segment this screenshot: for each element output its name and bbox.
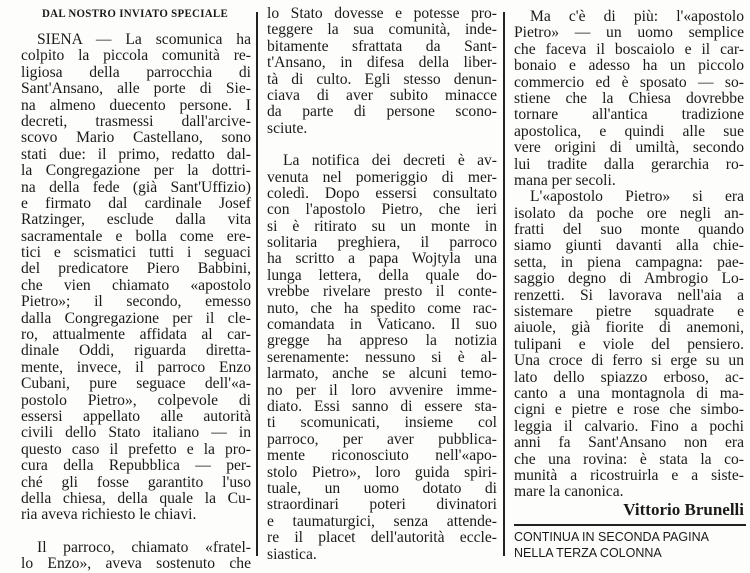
- text-line: tulipani e viole del pensiero.: [514, 336, 744, 353]
- text-line: ha scritto a papa Wojtyla una: [267, 251, 497, 268]
- text-line: Ma c'è di più: l'«apostolo: [530, 9, 744, 25]
- text-line: fratti del suo monte quando: [514, 222, 744, 239]
- text-line: ligiosa della parrocchia di: [21, 64, 251, 81]
- text-line: renzetti. Si lavorava nell'aia a: [514, 287, 744, 304]
- text-line: na almeno duecento persone. I: [21, 97, 251, 114]
- text-line: no per il loro avvenire imme-: [267, 382, 497, 399]
- text-line: commercio ed è sposato — so-: [514, 74, 744, 91]
- text-line: Sant'Ansano, alle porte di Sie-: [21, 81, 251, 98]
- text-line: re il placet dell'autorità eccle-: [267, 530, 497, 547]
- text-line: Una croce di ferro si erge su un: [514, 353, 744, 370]
- text-line: mente riconosciuto nell'«apo-: [267, 448, 497, 465]
- text-line: leggia il calvario. Fino a pochi: [514, 418, 744, 435]
- continuation-line: NELLA TERZA COLONNA: [514, 546, 662, 560]
- paragraph: [267, 153, 497, 563]
- text-line: lo Enzo», aveva sostenuto che: [21, 556, 251, 573]
- text-line: decreti, trasmessi dall'arcive-: [21, 113, 251, 130]
- text-line: setta, in piena campagna: pae-: [514, 254, 744, 271]
- text-line: che vien chiamato «apostolo: [21, 277, 251, 294]
- text-line: tuale, un uomo dotato di: [267, 480, 497, 497]
- text-line: dalla Congregazione per il cle-: [21, 310, 251, 327]
- text-line: lato dello spiazzo erboso, ac-: [514, 369, 744, 386]
- text-line: vere origini di umiltà, secondo: [514, 140, 744, 157]
- kicker: DAL NOSTRO INVIATO SPECIALE: [42, 8, 229, 20]
- text-line: da parte di persone scono-: [267, 104, 497, 121]
- text-line: ciava di aver subito minacce: [267, 87, 497, 104]
- text-line: la Congregazione per la dottri-: [21, 163, 251, 180]
- text-line: larmato, anche se alcuni temo-: [267, 366, 497, 383]
- text-line: tornare all'antica tradizione: [514, 107, 744, 124]
- text-line: apostolica, e quindi alle sue: [514, 123, 744, 140]
- text-line: che una rovina: è stata la co-: [514, 451, 744, 468]
- text-line: dinale Oddi, riguarda diretta-: [21, 343, 251, 360]
- text-line: parroco, per aver pubblica-: [267, 431, 497, 448]
- text-line: stati due: il primo, redatto dal-: [21, 146, 251, 163]
- text-line: postolo Pietro», colpevole di: [21, 392, 251, 409]
- text-line: tà di culto. Egli stesso denun-: [267, 71, 497, 88]
- text-line: anni fa Sant'Ansano non era: [514, 435, 744, 452]
- text-line: L'«apostolo Pietro» si era: [530, 189, 744, 206]
- text-line: t'Ansano, in difesa della liber-: [267, 55, 497, 72]
- text-line: Cubani, pure seguace dell'«a-: [21, 376, 251, 393]
- text-line: munità a ricostruirla e a siste-: [514, 467, 744, 484]
- text-line: bitamente sfrattata da Sant-: [267, 38, 497, 55]
- text-line: venuta nel pomeriggio di mer-: [267, 169, 497, 186]
- text-line: nuto, che ha spedito come rac-: [267, 300, 497, 317]
- text-line: ro, attualmente affidata al car-: [21, 327, 251, 344]
- byline: Vittorio Brunelli: [623, 500, 744, 519]
- text-line: vrebbe rivelare presto il conte-: [267, 284, 497, 301]
- column-divider: [256, 12, 258, 556]
- text-line: civili dello Stato italiano — in: [21, 425, 251, 442]
- text-line: solitaria preghiera, il parroco: [267, 235, 497, 252]
- paragraph: [514, 9, 744, 189]
- text-line: lui tradite dalla gerarchia ro-: [514, 156, 744, 173]
- text-line: essersi appellato alle autorità: [21, 408, 251, 425]
- text-line: ria aveva richiesto le chiavi.: [21, 507, 197, 524]
- column-3: [514, 9, 744, 501]
- text-line: La notifica dei decreti è av-: [283, 153, 497, 170]
- text-line: e firmato dal cardinale Josef: [21, 195, 251, 212]
- text-line: siastica.: [267, 546, 317, 563]
- paragraph: [267, 6, 497, 137]
- text-line: questo caso il prefetto e la pro-: [21, 441, 251, 458]
- text-line: Il parroco, chiamato «fratel-: [37, 539, 251, 556]
- text-line: Pietro»; il secondo, emesso: [21, 294, 251, 311]
- paragraph: [21, 540, 251, 573]
- text-line: ti scomunicati, insieme col: [267, 415, 497, 432]
- text-line: e taumaturgici, senza attende-: [267, 513, 497, 530]
- text-line: aiuole, già fiorite di anemoni,: [514, 320, 744, 337]
- text-line: stolo Pietro», loro guida spiri-: [267, 464, 497, 481]
- text-line: stiene che la Chiesa dovrebbe: [514, 90, 744, 107]
- column-1: [21, 32, 251, 573]
- text-line: saggio degno di Ambrogio Lo-: [514, 271, 744, 288]
- text-line: cura della Repubblica — per-: [21, 458, 251, 475]
- text-line: Ratzinger, esclude dalla vita: [21, 212, 251, 229]
- text-line: teggere la sua comunità, inde-: [267, 22, 497, 39]
- text-line: isolato da poche ore negli an-: [514, 205, 744, 222]
- text-line: lunga lettera, della quale do-: [267, 267, 497, 284]
- text-line: cigni e pietre e rose che simbo-: [514, 402, 744, 419]
- text-line: mare la canonica.: [514, 484, 624, 501]
- column-divider: [503, 12, 505, 556]
- text-line: Pietro» — un uomo semplice: [514, 25, 744, 42]
- text-line: comandata in Vaticano. Il suo: [267, 317, 497, 334]
- text-line: diato. Essi sanno di essere sta-: [267, 398, 497, 415]
- text-line: serenamente: nessuno si è al-: [267, 349, 497, 366]
- text-line: colpito la piccola comunità re-: [21, 48, 251, 65]
- text-line: mana per secoli.: [514, 172, 616, 189]
- text-line: sciute.: [267, 120, 308, 137]
- text-line: gregge ha appreso la notizia: [267, 333, 497, 350]
- continuation-note: [514, 529, 709, 561]
- text-line: sacramentale e bolla come ere-: [21, 228, 251, 245]
- text-line: bonaio e adesso ha un piccolo: [514, 58, 744, 75]
- text-line: con l'apostolo Pietro, che ieri: [267, 202, 497, 219]
- paragraph: [21, 32, 251, 524]
- text-line: che faceva il boscaiolo e il car-: [514, 41, 744, 58]
- paragraph: [514, 189, 744, 500]
- text-line: siamo giunti davanti alla chie-: [514, 238, 744, 255]
- text-line: na della fede (già Sant'Uffizio): [21, 179, 251, 196]
- text-line: SIENA — La scomunica ha: [37, 32, 251, 48]
- text-line: si è ritirato su un monte in: [267, 218, 497, 235]
- text-line: scovo Mario Castellano, sono: [21, 130, 251, 147]
- text-line: del predicatore Piero Babbini,: [21, 261, 251, 278]
- text-line: tici e scismatici tutti i seguaci: [21, 245, 251, 262]
- text-line: canto a una montagnola di ma-: [514, 385, 744, 402]
- text-line: mente, invece, il parroco Enzo: [21, 359, 251, 376]
- byline-rule: [514, 524, 746, 526]
- text-line: sistemare pietre squadrate e: [514, 304, 744, 321]
- text-line: della chiesa, della quale la Cu-: [21, 490, 251, 507]
- text-line: coledì. Dopo essersi consultato: [267, 185, 497, 202]
- text-line: lo Stato dovesse e potesse pro-: [267, 6, 497, 22]
- continuation-line: CONTINUA IN SECONDA PAGINA: [514, 530, 709, 544]
- column-2: [267, 6, 497, 563]
- text-line: ché gli fosse garantito l'uso: [21, 474, 251, 491]
- text-line: straordinari poteri divinatori: [267, 497, 497, 514]
